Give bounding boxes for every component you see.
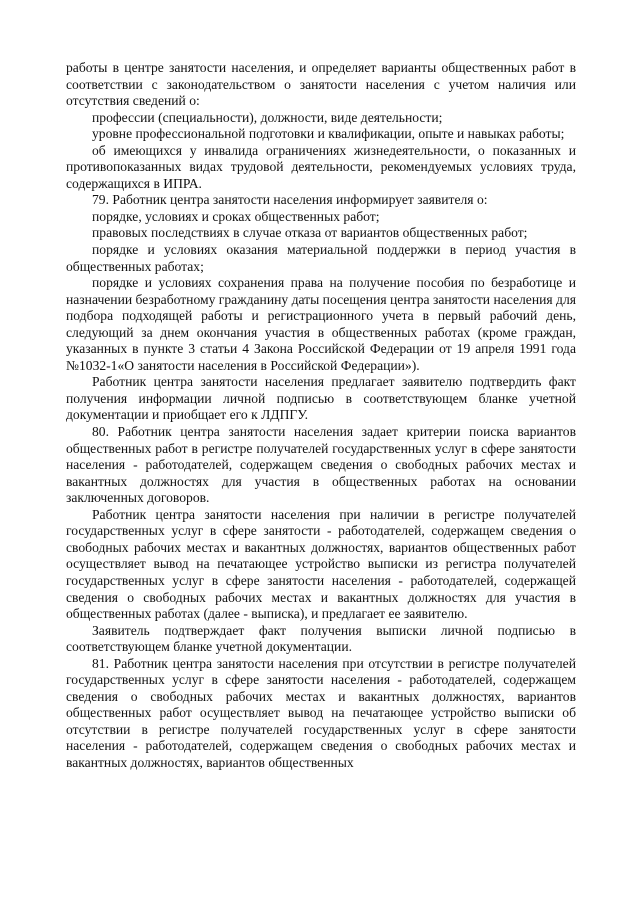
paragraph-applicant-confirms: Заявитель подтверждает факт получения выписки личной подписью в соответствующем бланке учетной документации. xyxy=(66,622,576,655)
paragraph-register-extract: Работник центра занятости населения при наличии в регистре получателей государственных услуг в сфере занятости - работодателей, содержащем сведения о свободных рабочих местах и вакантных должностях, вариантов общественных работ осуществляет вывод на печатающее устройство выписки из регистра получателей государственных услуг в сфере занятости населения - работодателей, содержащей сведения о свободных рабочих местах и вакантных должностях для участия в общественных работах (далее - выписка), и предлагает ее заявителю. xyxy=(66,506,576,622)
document-page xyxy=(66,60,576,772)
paragraph-disability-limitations: об имеющихся у инвалида ограничениях жизнедеятельности, о показанных и противопоказанных видах трудовой деятельности, рекомендуемых условиях труда, содержащихся в ИПРА. xyxy=(66,142,576,191)
paragraph-80: 80. Работник центра занятости населения задает критерии поиска вариантов общественных работ в регистре получателей государственных услуг в сфере занятости населения - работодателей, содержащем сведения о свободных рабочих местах и вакантных должностях для участия в общественных работах на основании заключенных договоров. xyxy=(66,424,576,506)
paragraph-unemployment-benefit: порядке и условиях сохранения права на получение пособия по безработице и назначении безработному гражданину даты посещения центра занятости населения для подбора подходящей работы и регистрационного учета в первый рабочий день, следующий за днем окончания участия в общественных работах (кроме граждан, указанных в пункте 3 статьи 4 Закона Российской Федерации от 19 апреля 1991 года №1032-1«О занятости населения в Российской Федерации»). xyxy=(66,275,576,373)
paragraph-79: 79. Работник центра занятости населения информирует заявителя о: xyxy=(92,192,488,208)
paragraph-qualification: уровне профессиональной подготовки и квалификации, опыте и навыках работы; xyxy=(92,126,565,142)
paragraph-continuation: работы в центре занятости населения, и определяет варианты общественных работ в соответствии с законодательством о занятости населения с учетом наличия или отсутствия сведений о: xyxy=(66,60,576,109)
paragraph-profession: профессии (специальности), должности, виде деятельности; xyxy=(92,109,443,125)
paragraph-81: 81. Работник центра занятости населения при отсутствии в регистре получателей государственных услуг в сфере занятости населения - работодателей, содержащем сведения о свободных рабочих местах и вакантных должностях, вариантов общественных работ осуществляет вывод на печатающее устройство выписки об отсутствии в регистре получателей государственных услуг в сфере занятости населения - работодателей, содержащем сведения о свободных рабочих местах и вакантных должностях, вариантов общественных xyxy=(66,655,576,770)
paragraph-signature-confirmation: Работник центра занятости населения предлагает заявителю подтвердить факт получения информации личной подписью в соответствующем бланке учетной документации и приобщает его к ЛДПГУ. xyxy=(66,374,576,423)
paragraph-terms: порядке, условиях и сроках общественных работ; xyxy=(92,208,380,224)
paragraph-legal-consequences: правовых последствиях в случае отказа от вариантов общественных работ; xyxy=(92,225,528,241)
paragraph-material-support: порядке и условиях оказания материальной поддержки в период участия в общественных работах; xyxy=(66,242,576,274)
